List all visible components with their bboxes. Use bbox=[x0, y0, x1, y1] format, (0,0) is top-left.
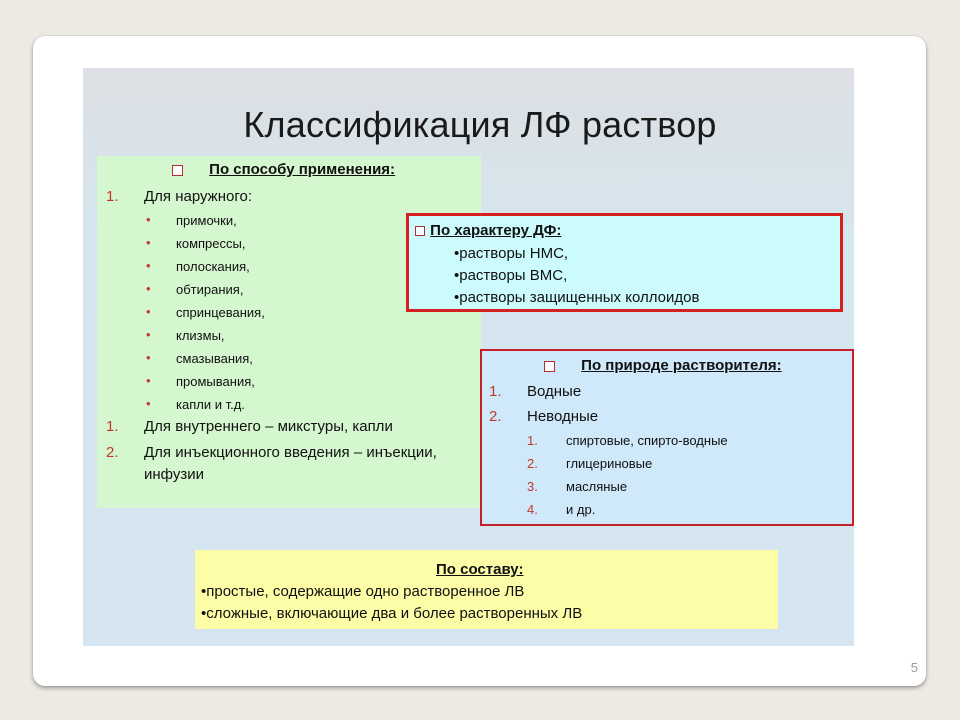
external-item: смазывания, bbox=[176, 351, 253, 366]
bullet-icon: • bbox=[146, 258, 151, 273]
solvent-item: Водные bbox=[527, 383, 582, 400]
bullet-icon: • bbox=[146, 212, 151, 227]
slide-title: Классификация ЛФ раствор bbox=[243, 104, 717, 145]
external-row bbox=[106, 188, 252, 205]
external-item: капли и т.д. bbox=[176, 397, 245, 412]
solvent-sub-item: и др. bbox=[566, 502, 596, 517]
solvent-sub-item: масляные bbox=[566, 479, 628, 494]
bullet-icon: • bbox=[146, 396, 151, 411]
external-item: клизмы, bbox=[176, 328, 225, 343]
page-number: 5 bbox=[910, 660, 918, 675]
application-heading-row bbox=[172, 161, 395, 178]
list-number: 1. bbox=[106, 188, 119, 205]
list-number: 1. bbox=[527, 433, 538, 448]
square-bullet-icon bbox=[415, 226, 425, 236]
solvent-item: Неводные bbox=[527, 408, 599, 425]
df-heading-row bbox=[415, 222, 561, 239]
external-item: примочки, bbox=[176, 213, 237, 228]
list-number: 2. bbox=[489, 408, 502, 425]
list-number: 3. bbox=[527, 479, 538, 494]
bullet-icon: • bbox=[146, 281, 151, 296]
composition-item: •сложные, включающие два и более растворенных ЛВ bbox=[201, 605, 583, 622]
bullet-icon: • bbox=[146, 373, 151, 388]
solvent-sub-item: глицериновые bbox=[566, 456, 653, 471]
bullet-icon: • bbox=[146, 327, 151, 342]
injection-row bbox=[106, 444, 437, 461]
df-item: •растворы ВМС, bbox=[454, 267, 568, 284]
bullet-icon: • bbox=[146, 304, 151, 319]
list-number: 2. bbox=[106, 444, 119, 461]
internal-row bbox=[106, 418, 393, 435]
injection-label: Для инъекционного введения – инъекции, bbox=[144, 444, 437, 461]
df-item: •растворы защищенных коллоидов bbox=[454, 289, 700, 306]
external-item: спринцевания, bbox=[176, 305, 265, 320]
square-bullet-icon bbox=[544, 361, 555, 372]
external-item: обтирания, bbox=[176, 282, 244, 297]
external-label: Для наружного: bbox=[144, 188, 252, 205]
solvent-sub-item: спиртовые, спирто-водные bbox=[566, 433, 728, 448]
external-item: промывания, bbox=[176, 374, 255, 389]
square-bullet-icon bbox=[172, 165, 183, 176]
composition-item: •простые, содержащие одно растворенное ЛВ bbox=[201, 583, 525, 600]
bullet-icon: • bbox=[146, 235, 151, 250]
solvent-heading-row bbox=[544, 357, 782, 374]
solvent-heading: По природе растворителя: bbox=[581, 357, 782, 374]
df-item: •растворы НМС, bbox=[454, 245, 569, 262]
application-heading: По способу применения: bbox=[209, 161, 396, 178]
list-number: 1. bbox=[489, 383, 502, 400]
bullet-icon: • bbox=[146, 350, 151, 365]
composition-heading: По составу: bbox=[436, 561, 524, 578]
list-number: 4. bbox=[527, 502, 538, 517]
internal-label: Для внутреннего – микстуры, капли bbox=[144, 418, 393, 435]
external-item: компрессы, bbox=[176, 236, 246, 251]
list-number: 1. bbox=[106, 418, 119, 435]
list-number: 2. bbox=[527, 456, 538, 471]
external-item: полоскания, bbox=[176, 259, 250, 274]
df-heading: По характеру ДФ: bbox=[430, 222, 562, 239]
injection-label-cont: инфузии bbox=[144, 466, 204, 483]
